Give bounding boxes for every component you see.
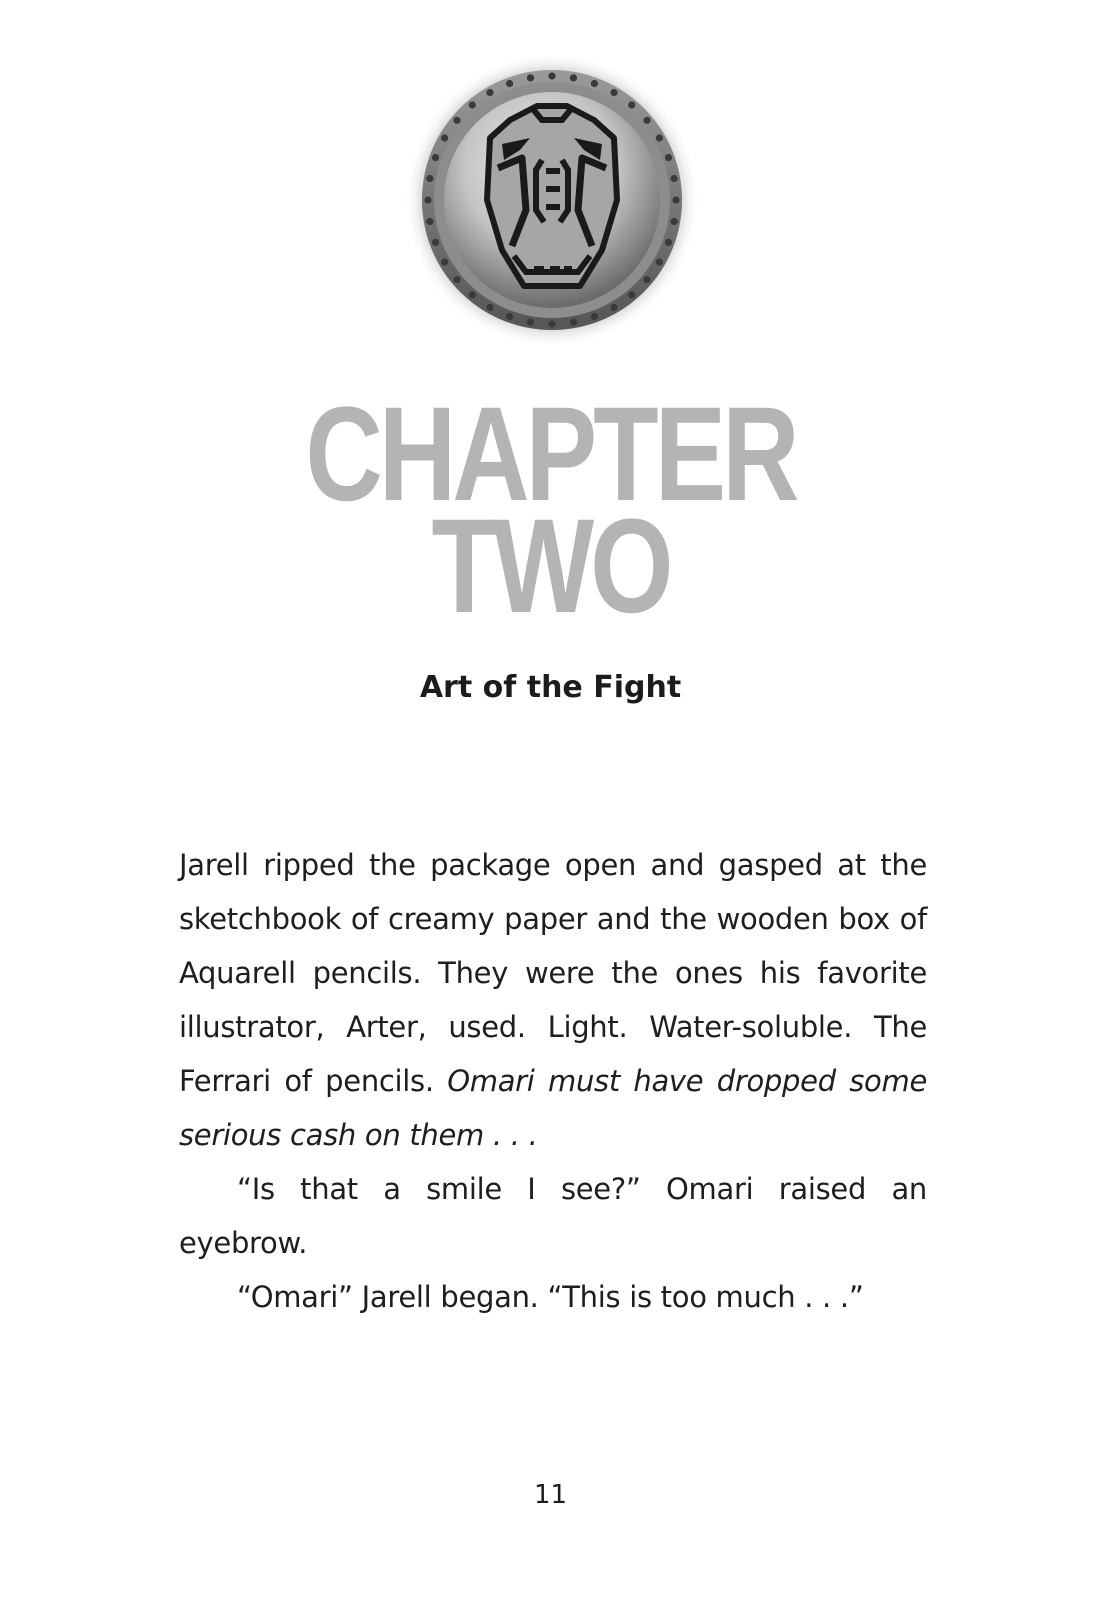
- paragraph-2: “Is that a smile I see?” Omari raised an eyebrow.: [179, 1172, 927, 1260]
- paragraph-3: “Omari” Jarell began. “This is too much . . .”: [237, 1280, 864, 1314]
- chapter-label: CHAPTER: [305, 380, 796, 529]
- chapter-subtitle: Art of the Fight: [419, 670, 682, 705]
- chapter-body: [179, 838, 927, 1324]
- armored-head-emblem-icon: [402, 50, 702, 350]
- chapter-number: TWO: [431, 492, 670, 641]
- paragraph-1-italic: Omari must have dropped some serious cash on them . . .: [179, 1064, 927, 1152]
- page-number: 11: [533, 1480, 568, 1510]
- paragraph-1: [179, 838, 927, 1162]
- paragraph-1-text: Jarell ripped the package open and gasped at the sketchbook of creamy paper and the wooden box of Aquarell pencils. They were the ones his favorite illustrator, Arter, used. Light. Water-soluble. The Ferrari of pencils.: [179, 848, 927, 1098]
